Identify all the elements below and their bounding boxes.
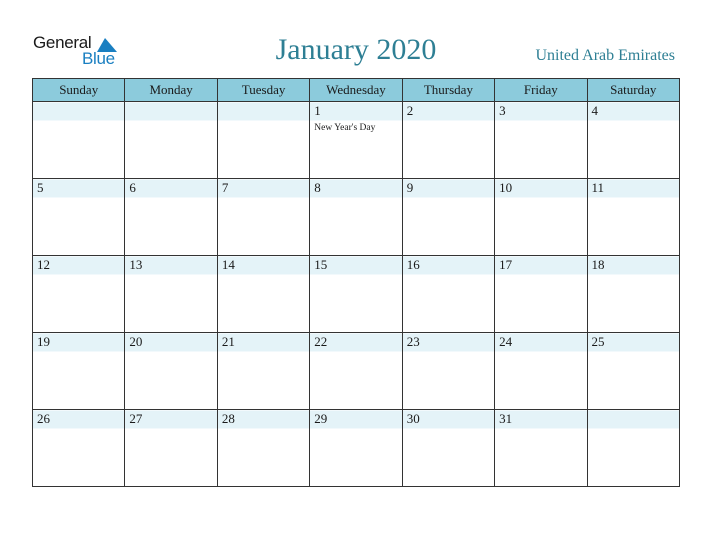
day-number: 9 xyxy=(406,180,414,195)
weekday-sunday: Sunday xyxy=(33,79,125,102)
weekday-tuesday: Tuesday xyxy=(217,79,309,102)
day-number: 10 xyxy=(499,180,513,195)
day-cell xyxy=(587,102,679,179)
day-number: 29 xyxy=(314,411,328,426)
logo-word-general: General xyxy=(33,33,92,52)
day-number: 4 xyxy=(591,103,599,118)
day-number: 6 xyxy=(129,180,136,195)
day-cell xyxy=(587,333,679,410)
day-number: 31 xyxy=(499,411,513,426)
day-number: 16 xyxy=(406,257,420,272)
day-number: 18 xyxy=(591,257,605,272)
week-row xyxy=(33,256,680,333)
day-cell xyxy=(125,333,217,410)
holiday-label: New Year's Day xyxy=(314,123,376,133)
day-cell xyxy=(217,333,309,410)
weekday-saturday: Saturday xyxy=(587,79,679,102)
day-number xyxy=(588,410,679,427)
weekday-thursday: Thursday xyxy=(402,79,494,102)
week-row xyxy=(33,102,680,179)
day-cell xyxy=(310,179,402,256)
calendar-grid xyxy=(32,78,680,487)
day-cell xyxy=(33,410,125,487)
day-number: 27 xyxy=(129,411,143,426)
day-number: 25 xyxy=(591,334,605,349)
day-number: 7 xyxy=(221,180,229,195)
day-number: 2 xyxy=(406,103,414,118)
calendar-body xyxy=(33,102,680,487)
day-cell xyxy=(33,179,125,256)
day-number: 13 xyxy=(129,257,143,272)
day-cell xyxy=(495,410,587,487)
day-number: 23 xyxy=(406,334,420,349)
day-cell xyxy=(310,410,402,487)
day-number: 24 xyxy=(499,334,513,349)
day-cell xyxy=(402,256,494,333)
day-number: 11 xyxy=(591,180,605,195)
day-cell xyxy=(33,102,125,179)
weekday-header-row xyxy=(33,79,680,102)
logo-word-blue: Blue xyxy=(82,49,115,68)
day-number: 26 xyxy=(37,411,50,426)
day-cell xyxy=(587,410,679,487)
day-cell xyxy=(33,256,125,333)
day-number xyxy=(125,102,216,119)
day-cell xyxy=(402,179,494,256)
day-cell xyxy=(495,102,587,179)
day-number: 15 xyxy=(314,257,328,272)
week-row xyxy=(33,333,680,410)
day-number: 17 xyxy=(499,257,513,272)
day-cell xyxy=(217,179,309,256)
week-row xyxy=(33,410,680,487)
day-cell xyxy=(125,410,217,487)
day-cell xyxy=(495,333,587,410)
day-cell xyxy=(125,102,217,179)
day-number: 12 xyxy=(37,257,50,272)
calendar-title: January 2020 xyxy=(275,33,437,66)
day-cell xyxy=(402,410,494,487)
day-number: 5 xyxy=(37,180,44,195)
day-cell xyxy=(310,333,402,410)
day-cell xyxy=(495,256,587,333)
day-cell xyxy=(495,179,587,256)
day-number xyxy=(33,102,124,119)
day-cell xyxy=(125,256,217,333)
day-number: 21 xyxy=(221,334,235,349)
country-label: United Arab Emirates xyxy=(535,47,675,64)
day-cell xyxy=(587,179,679,256)
day-cell xyxy=(33,333,125,410)
day-number: 1 xyxy=(314,103,321,118)
day-cell xyxy=(402,333,494,410)
day-cell xyxy=(217,410,309,487)
day-cell xyxy=(587,256,679,333)
day-cell xyxy=(125,179,217,256)
day-number xyxy=(218,102,309,119)
day-number: 22 xyxy=(314,334,328,349)
day-cell xyxy=(402,102,494,179)
day-cell xyxy=(217,102,309,179)
day-number: 14 xyxy=(221,257,235,272)
day-number: 19 xyxy=(37,334,50,349)
day-number: 30 xyxy=(406,411,420,426)
weekday-friday: Friday xyxy=(495,79,587,102)
day-cell xyxy=(217,256,309,333)
day-number: 8 xyxy=(314,180,321,195)
day-number: 3 xyxy=(499,103,506,118)
day-cell xyxy=(310,102,402,179)
day-number: 20 xyxy=(129,334,143,349)
weekday-monday: Monday xyxy=(125,79,217,102)
day-number: 28 xyxy=(221,411,235,426)
week-row xyxy=(33,179,680,256)
weekday-wednesday: Wednesday xyxy=(310,79,402,102)
day-cell xyxy=(310,256,402,333)
